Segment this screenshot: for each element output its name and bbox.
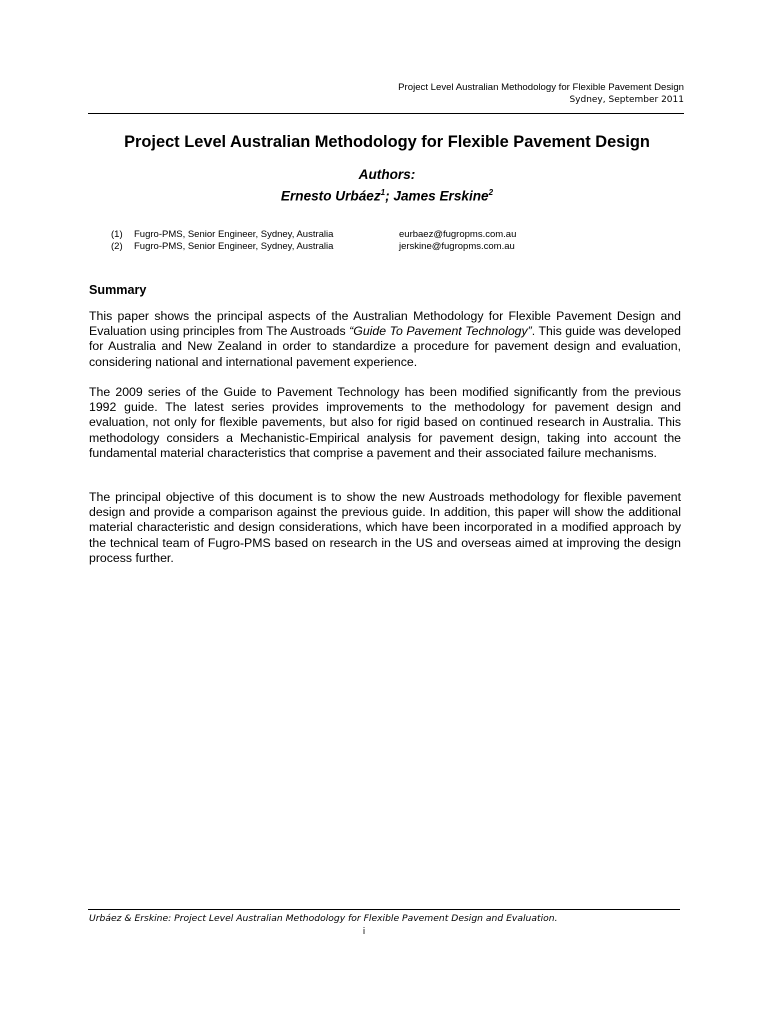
running-header-title: Project Level Australian Methodology for Flexible Pavement Design [398,82,684,93]
paragraph-text: . This guide was developed for Australia and New Zealand in order to standardize a procedure for pavement design and evaluation, considering national and international pavement experience. [89,324,681,369]
header-divider [88,113,684,114]
affiliation-institution: Fugro-PMS, Senior Engineer, Sydney, Australia [134,229,334,240]
author-name: Ernesto Urbáez [280,188,381,204]
affiliation-email[interactable]: jerskine@fugropms.com.au [399,241,515,252]
paper-title: Project Level Australian Methodology for Flexible Pavement Design [124,133,650,151]
affiliation-email[interactable]: eurbaez@fugropms.com.au [399,229,517,240]
affiliation-row [111,229,571,241]
summary-paragraph-2 [89,385,681,461]
authors-block [0,166,768,206]
page-number: i [362,927,366,937]
summary-paragraph-1 [89,309,681,370]
author-list [0,184,768,206]
running-header-date: Sydney, September 2011 [569,95,684,105]
authors-label: Authors: [358,167,416,182]
guide-title-italic: “Guide To Pavement Technology” [349,324,532,339]
affiliation-row [111,241,571,253]
affiliation-number: (2) [111,241,123,252]
author-affiliation-marker: 1 [380,188,386,197]
paragraph-text: This paper shows the principal aspects of the Australian Methodology for Flexible Pavement Design and Evaluation using principles from The Austroads [89,309,681,339]
affiliations [111,229,571,253]
author-separator: ; [385,188,394,204]
footer-text: Urbáez & Erskine: Project Level Australian Methodology for Flexible Pavement Design and Evaluation. [89,913,558,924]
summary-heading: Summary [89,283,147,297]
author-affiliation-marker: 2 [488,188,494,197]
affiliation-institution: Fugro-PMS, Senior Engineer, Sydney, Australia [134,241,334,252]
running-header [184,82,684,106]
author-name: James Erskine [393,188,489,204]
paragraph-text: The 2009 series of the Guide to Pavement Technology has been modified significantly from the previous 1992 guide. The latest series provides improvements to the methodology for pavement design and evaluation, not only for flexible pavements, but also for rigid based on continued research in Australia. This methodology considers a Mechanistic-Empirical analysis for pavement design, taking into account the fundamental material characteristics that comprise a pavement and their associated failure mechanisms. [89,385,681,460]
summary-paragraph-3 [89,490,681,566]
paragraph-text: The principal objective of this document is to show the new Austroads methodology for flexible pavement design and provide a comparison against the previous guide. In addition, this paper will show the additional material characteristic and design considerations, which have been incorporated in a modified approach by the technical team of Fugro-PMS based on research in the US and overseas aimed at improving the design process further. [89,490,681,565]
affiliation-number: (1) [111,229,123,240]
footer-divider [88,909,680,910]
